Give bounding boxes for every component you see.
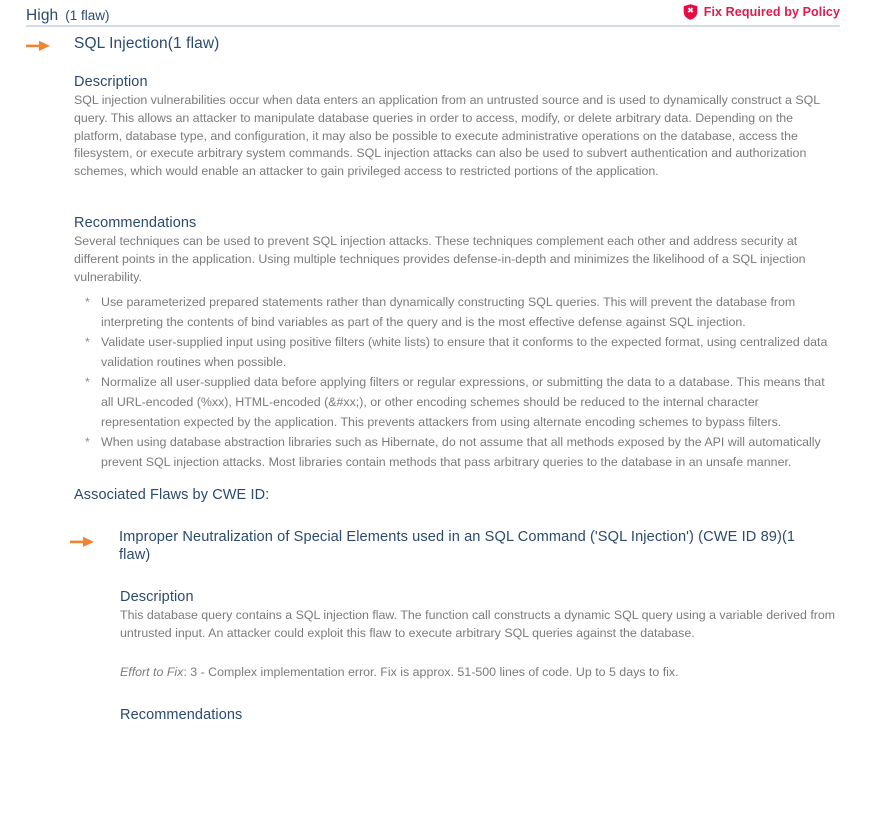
list-item [74, 332, 840, 372]
severity-name: High [26, 7, 59, 24]
policy-flag [683, 4, 840, 20]
effort-to-fix-value: : 3 - Complex implementation error. Fix is approx. 51-500 lines of code. Up to 5 days to fix. [183, 665, 679, 680]
severity-label-group [26, 7, 110, 25]
policy-flag-label: Fix Required by Policy [703, 5, 840, 19]
severity-header [0, 0, 871, 22]
associated-flaws-section [0, 486, 871, 504]
spacer [0, 472, 871, 486]
recommendations-section [0, 215, 871, 472]
effort-to-fix [120, 665, 679, 679]
cwe-recommendations-heading: Recommendations [120, 706, 243, 723]
list-item-text: Use parameterized prepared statements rather than dynamically constructing SQL queries. This will prevent the database from interpreting the contents of bind variables as part of the query and is the most effective defense against SQL injection. [101, 295, 796, 330]
bullet-marker: * [85, 335, 90, 350]
cwe-item-title[interactable]: Improper Neutralization of Special Elements used in an SQL Command ('SQL Injection') (CWE ID 89)(1 flaw) [119, 529, 796, 563]
spacer [0, 53, 871, 74]
cwe-description-heading: Description [120, 589, 194, 606]
effort-to-fix-label: Effort to Fix [120, 665, 184, 680]
bullet-marker: * [85, 375, 90, 390]
spacer [0, 201, 871, 215]
associated-flaws-heading: Associated Flaws by CWE ID: [74, 487, 270, 504]
arrow-right-icon [70, 536, 95, 548]
recommendations-intro: Several techniques can be used to prevent SQL injection attacks. These techniques complement each other and address security at different points in the application. Using multiple techniques provides defense-in-depth and minimizes the likelihood of a SQL injection vulnerability. [74, 234, 806, 284]
spacer [0, 180, 871, 201]
cwe-recommendations-section [0, 707, 871, 723]
list-item-text: Validate user-supplied input using positive filters (white lists) to ensure that it conforms to the expected format, using centralized data validation routines when possible. [101, 335, 828, 370]
category-title[interactable]: SQL Injection(1 flaw) [74, 35, 220, 52]
cwe-item-row[interactable] [0, 529, 871, 564]
bullet-marker: * [85, 435, 90, 450]
category-row[interactable] [0, 27, 871, 53]
arrow-right-icon [26, 40, 51, 52]
list-item [74, 432, 840, 472]
list-item [74, 372, 840, 432]
spacer [0, 642, 871, 663]
list-item-text: Normalize all user-supplied data before applying filters or regular expressions, or submitting the data to a database. This means that all URL-encoded (%xx), HTML-encoded (&#xx;), or other encoding schemes should be reduced to the internal character representation expected by the application. This prevents attackers from using alternate encoding schemes to bypass filters. [101, 375, 825, 430]
cwe-description-body: This database query contains a SQL injection flaw. The function call constructs a dynamic SQL query using a variable derived from untrusted input. An attacker could exploit this flaw to execute arbitrary SQL queries against the database. [120, 608, 836, 640]
list-item-text: When using database abstraction libraries such as Hibernate, do not assume that all methods exposed by the API will automatically prevent SQL injection attacks. Most libraries contain methods that pass arbitrary queries to the database in an unsafe manner. [101, 435, 821, 470]
description-body: SQL injection vulnerabilities occur when data enters an application from an untrusted source and is used to dynamically construct a SQL query. This allows an attacker to manipulate database queries in order to access, modify, or delete arbitrary data. Depending on the platform, database type, and configuration, it may also be possible to execute administrative operations on the database, access the filesystem, or execute arbitrary system commands. SQL injection attacks can also be used to subvert authentication and authorization schemes, which would enable an attacker to gain privileged access to restricted portions of the application. [74, 93, 820, 178]
cwe-description-section [0, 589, 871, 642]
spacer [0, 564, 871, 585]
recommendations-heading: Recommendations [74, 215, 197, 232]
description-section [0, 74, 871, 180]
bullet-marker: * [85, 295, 90, 310]
spacer [0, 682, 871, 703]
list-item [74, 292, 840, 332]
spacer [0, 504, 871, 525]
description-heading: Description [74, 74, 148, 91]
shield-x-icon [683, 4, 698, 20]
effort-to-fix-row [0, 663, 871, 682]
severity-flaw-count: (1 flaw) [65, 8, 110, 23]
recommendations-list [74, 292, 840, 472]
